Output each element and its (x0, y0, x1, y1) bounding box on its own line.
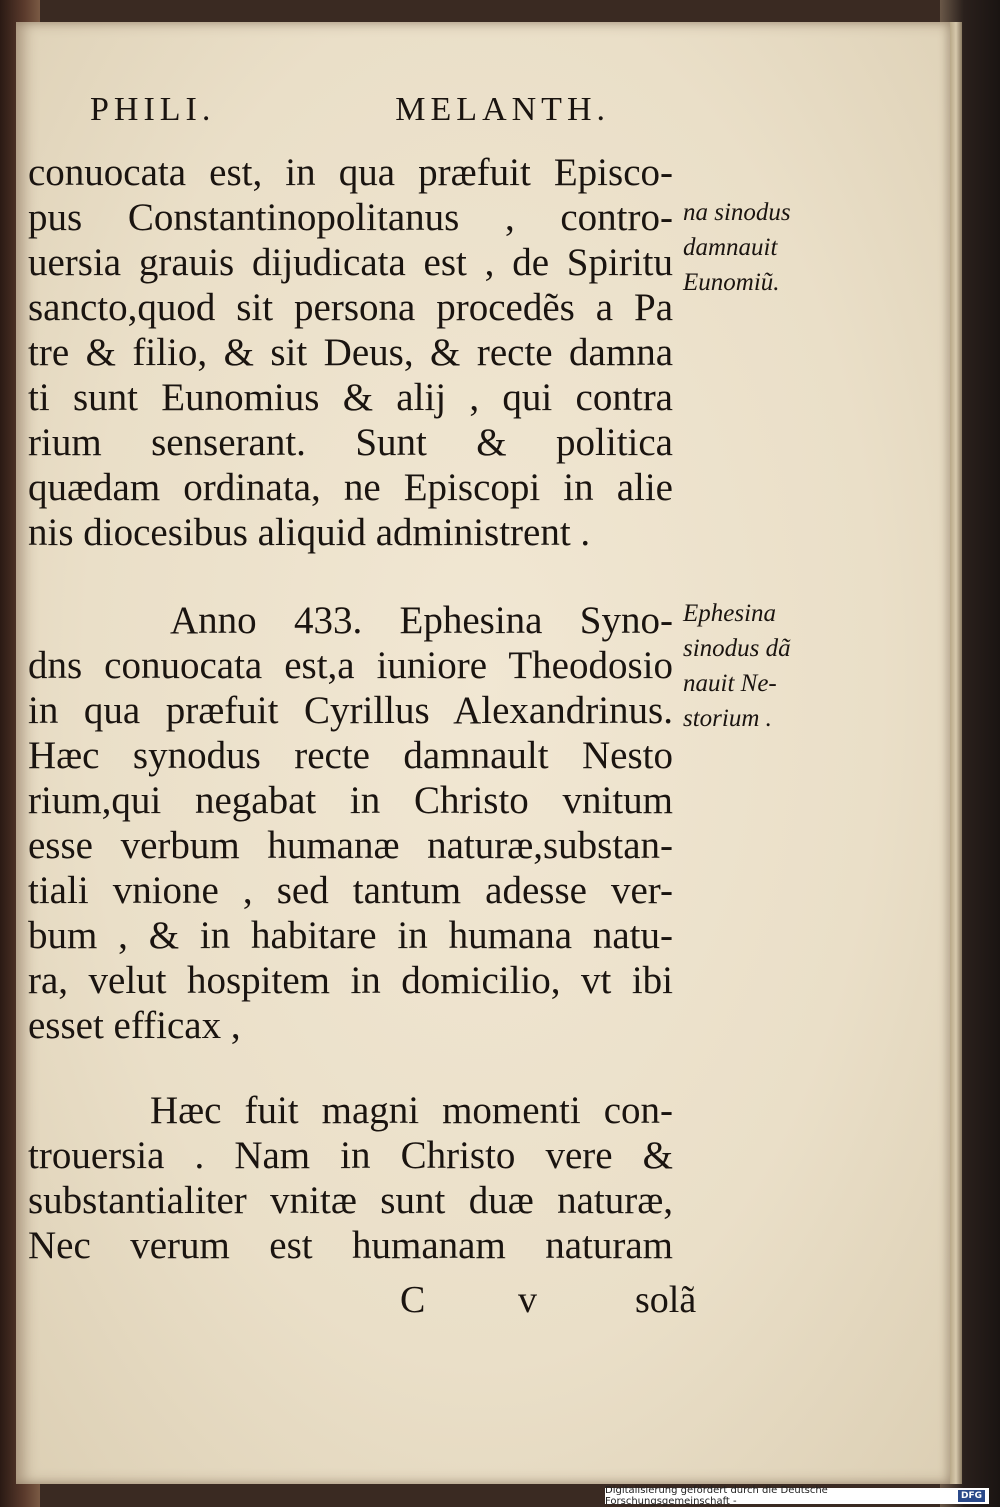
text-line: Hæc fuit magni momenti con- (150, 1089, 673, 1132)
margin-note-2 (683, 596, 833, 736)
attribution-bar (605, 1485, 989, 1507)
margin-line: na sinodus (683, 199, 791, 226)
text-line: uersia grauis dijudicata est , de Spiritu (28, 241, 673, 284)
text-line: ti sunt Eunomius & alij , qui contra (28, 376, 673, 419)
text-line: pus Constantinopolitanus , contro- (28, 196, 673, 239)
margin-line: sinodus dã (683, 635, 791, 662)
text-line: Anno 433. Ephesina Syno- (170, 599, 673, 642)
paragraph-1 (28, 150, 673, 555)
text-line: rium,qui negabat in Christo vnitum (28, 779, 673, 822)
text-line: Nec verum est humanam naturam (28, 1224, 673, 1267)
margin-line: Ephesina (683, 600, 777, 627)
text-line: conuocata est, in qua præfuit Episco- (28, 151, 673, 194)
text-line: trouersia . Nam in Christo vere & (28, 1134, 673, 1177)
running-head (90, 85, 610, 135)
text-line: bum , & in habitare in humana natu- (28, 914, 673, 957)
text-line: Hæc synodus recte damnault Nesto (28, 734, 673, 777)
text-line: ra, velut hospitem in domicilio, vt ibi (28, 959, 673, 1002)
page-footer (28, 1278, 697, 1328)
margin-line: storium . (683, 705, 772, 732)
text-line: quædam ordinata, ne Episcopi in alie (28, 466, 673, 509)
signature-number: v (518, 1279, 537, 1321)
text-line: sancto,quod sit persona procedẽs a Pa (28, 286, 673, 329)
text-line: rium senserant. Sunt & politica (28, 421, 673, 464)
catchword: solã (635, 1279, 697, 1321)
attribution-text: Digitalisierung gefördert durch die Deutsche Forschungsgemeinschaft - (605, 1485, 828, 1507)
text-line: esset efficax , (28, 1004, 241, 1047)
page-edge (950, 22, 962, 1484)
text-line: dns conuocata est,a iuniore Theodosio (28, 644, 673, 687)
margin-line: damnauit (683, 234, 778, 261)
margin-note-1 (683, 195, 833, 300)
signature-mark: C (400, 1279, 426, 1321)
paragraph-3 (28, 1088, 673, 1268)
text-line: tiali vnione , sed tantum adesse ver- (28, 869, 673, 912)
text-line: substantialiter vnitæ sunt duæ naturæ, (28, 1179, 673, 1222)
margin-line: Eunomiũ. (683, 269, 780, 296)
text-line: nis diocesibus aliquid administrent . (28, 511, 591, 554)
running-head-left: PHILI. (90, 91, 216, 128)
dfg-logo-icon: DFG (958, 1490, 985, 1502)
margin-line: nauit Ne- (683, 670, 777, 697)
paragraph-2 (28, 598, 673, 1048)
text-line: esse verbum humanæ naturæ,substan- (28, 824, 673, 867)
text-line: tre & filio, & sit Deus, & recte damna (28, 331, 673, 374)
running-head-right: MELANTH. (395, 91, 610, 128)
text-line: in qua præfuit Cyrillus Alexandrinus. (28, 689, 673, 732)
